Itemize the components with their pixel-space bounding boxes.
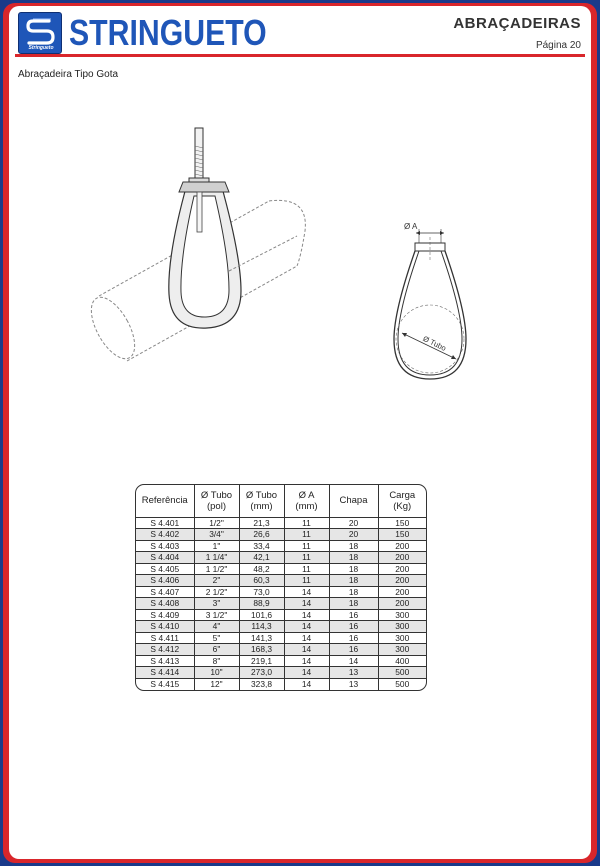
table-cell: 48,2: [239, 563, 284, 575]
specs-table: [135, 484, 427, 691]
table-cell: S 4.409: [136, 609, 194, 621]
table-cell: 14: [284, 667, 329, 679]
column-header: Ø Tubo (mm): [239, 485, 284, 517]
table-cell: 21,3: [239, 517, 284, 529]
table-cell: S 4.407: [136, 586, 194, 598]
table-cell: 2": [194, 575, 239, 587]
table-row: [136, 552, 426, 564]
table-cell: 14: [284, 609, 329, 621]
table-cell: 3": [194, 598, 239, 610]
table-cell: 14: [284, 586, 329, 598]
table-cell: 14: [284, 621, 329, 633]
table-cell: 11: [284, 575, 329, 587]
column-header: Carga (Kg): [378, 485, 426, 517]
table-cell: 1 1/2": [194, 563, 239, 575]
table-cell: 13: [329, 667, 378, 679]
table-cell: 18: [329, 598, 378, 610]
section-title: ABRAÇADEIRAS: [453, 15, 581, 32]
table-row: [136, 632, 426, 644]
table-cell: 12": [194, 678, 239, 690]
table-cell: S 4.405: [136, 563, 194, 575]
table-cell: 18: [329, 540, 378, 552]
table-row: [136, 667, 426, 679]
table-cell: 5": [194, 632, 239, 644]
table-cell: S 4.402: [136, 529, 194, 541]
table-cell: 18: [329, 563, 378, 575]
table-cell: 14: [329, 655, 378, 667]
table-cell: 20: [329, 517, 378, 529]
table-cell: S 4.401: [136, 517, 194, 529]
table-body: [136, 517, 426, 690]
table-cell: 11: [284, 529, 329, 541]
table-row: [136, 598, 426, 610]
table-cell: 1": [194, 540, 239, 552]
table-cell: 73,0: [239, 586, 284, 598]
table-row: [136, 609, 426, 621]
table-cell: S 4.406: [136, 575, 194, 587]
table-cell: 1/2": [194, 517, 239, 529]
table-cell: 14: [284, 632, 329, 644]
brand-name: STRINGUETO: [69, 12, 267, 53]
table-cell: 200: [378, 598, 426, 610]
table-cell: 14: [284, 644, 329, 656]
table-header-row: [136, 485, 426, 517]
table-cell: 4": [194, 621, 239, 633]
table-cell: 42,1: [239, 552, 284, 564]
table-cell: 2 1/2": [194, 586, 239, 598]
column-header: Chapa: [329, 485, 378, 517]
table-cell: 13: [329, 678, 378, 690]
table-row: [136, 563, 426, 575]
table-cell: 114,3: [239, 621, 284, 633]
table-row: [136, 540, 426, 552]
table-cell: 14: [284, 678, 329, 690]
table-cell: 200: [378, 575, 426, 587]
header-divider: [15, 54, 585, 57]
table-cell: 500: [378, 667, 426, 679]
table-row: [136, 621, 426, 633]
table-cell: S 4.411: [136, 632, 194, 644]
stringueto-logo: [18, 12, 62, 54]
table-cell: 200: [378, 552, 426, 564]
table-cell: 200: [378, 563, 426, 575]
table-cell: 14: [284, 655, 329, 667]
table-cell: 11: [284, 552, 329, 564]
table-cell: 16: [329, 632, 378, 644]
table-cell: 300: [378, 632, 426, 644]
table-cell: S 4.412: [136, 644, 194, 656]
table-cell: S 4.404: [136, 552, 194, 564]
table-cell: 150: [378, 529, 426, 541]
column-header: Ø A (mm): [284, 485, 329, 517]
table-cell: 200: [378, 540, 426, 552]
table-cell: 26,6: [239, 529, 284, 541]
table-cell: 18: [329, 575, 378, 587]
table-row: [136, 655, 426, 667]
table-row: [136, 517, 426, 529]
table-cell: 400: [378, 655, 426, 667]
table-row: [136, 678, 426, 690]
table-cell: S 4.413: [136, 655, 194, 667]
catalog-page: [9, 6, 591, 859]
table-cell: 101,6: [239, 609, 284, 621]
table-cell: 10": [194, 667, 239, 679]
table-cell: 16: [329, 609, 378, 621]
product-title: Abraçadeira Tipo Gota: [18, 69, 119, 80]
table-cell: 1 1/4": [194, 552, 239, 564]
table-cell: S 4.403: [136, 540, 194, 552]
column-header: Referência: [136, 485, 194, 517]
clamp-dimension-diagram: [384, 211, 494, 391]
table-cell: S 4.408: [136, 598, 194, 610]
table-cell: 150: [378, 517, 426, 529]
table-row: [136, 529, 426, 541]
table-cell: 16: [329, 621, 378, 633]
table-cell: 219,1: [239, 655, 284, 667]
clamp-pipe-illustration: [79, 116, 329, 376]
table-row: [136, 575, 426, 587]
table-cell: 16: [329, 644, 378, 656]
column-header: Ø Tubo (pol): [194, 485, 239, 517]
table-cell: 18: [329, 552, 378, 564]
table-cell: 300: [378, 621, 426, 633]
table-row: [136, 644, 426, 656]
logo-caption: Stringueto: [28, 45, 54, 51]
table-cell: 6": [194, 644, 239, 656]
table-cell: 88,9: [239, 598, 284, 610]
table-cell: 141,3: [239, 632, 284, 644]
table-cell: 60,3: [239, 575, 284, 587]
table-cell: 323,8: [239, 678, 284, 690]
table-cell: 11: [284, 517, 329, 529]
table-cell: 20: [329, 529, 378, 541]
table-cell: 11: [284, 563, 329, 575]
table-cell: S 4.410: [136, 621, 194, 633]
table-cell: 8": [194, 655, 239, 667]
table-cell: 3 1/2": [194, 609, 239, 621]
table-cell: 273,0: [239, 667, 284, 679]
table-cell: S 4.414: [136, 667, 194, 679]
table-cell: 500: [395, 678, 410, 689]
table-cell: 3/4": [194, 529, 239, 541]
dim-label-a: Ø A: [404, 222, 418, 231]
table-cell: 300: [378, 644, 426, 656]
table-cell: 300: [378, 609, 426, 621]
table-cell: 11: [284, 540, 329, 552]
dim-label-tubo: Ø Tubo: [421, 333, 448, 353]
table-cell: 14: [284, 598, 329, 610]
table-cell: 18: [329, 586, 378, 598]
table-cell: S 4.415: [136, 678, 194, 690]
table-cell: 33,4: [239, 540, 284, 552]
table-cell: 200: [378, 586, 426, 598]
table-row: [136, 586, 426, 598]
page-number: Página 20: [535, 40, 581, 51]
table-cell: 168,3: [239, 644, 284, 656]
